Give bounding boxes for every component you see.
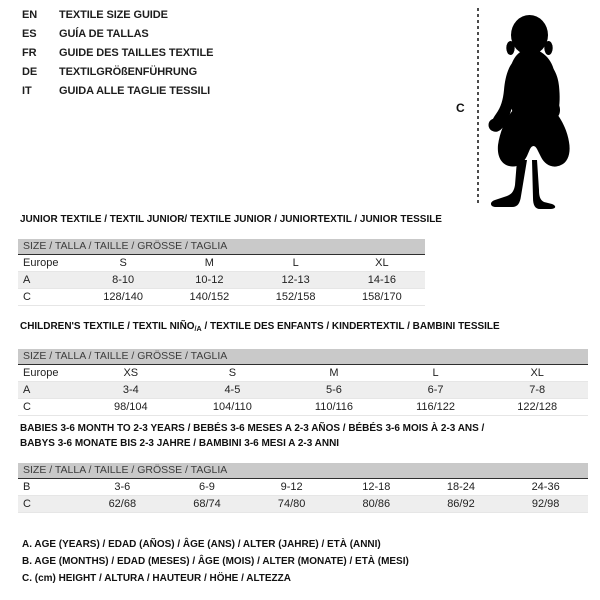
childrens-table-title bbox=[20, 319, 560, 336]
title-text: CHILDREN'S TEXTILE / TEXTIL NIÑO bbox=[20, 320, 195, 332]
cell: 116/122 bbox=[416, 401, 456, 413]
row-label-cell: C bbox=[23, 291, 31, 303]
legend-footnotes bbox=[22, 536, 429, 587]
size-header-bar: SIZE / TALLA / TAILLE / GRÖSSE / TAGLIA bbox=[18, 239, 425, 255]
title-text: / TEXTILE DES ENFANTS / KINDERTEXTIL / BAMBINI TESSILE bbox=[201, 320, 500, 332]
cell: 6-9 bbox=[199, 481, 215, 493]
table-row-height bbox=[18, 496, 588, 513]
cell: 86/92 bbox=[447, 498, 475, 510]
table-row-europe bbox=[18, 255, 425, 272]
lang-row-es bbox=[22, 25, 213, 44]
size-header-bar: SIZE / TALLA / TAILLE / GRÖSSE / TAGLIA bbox=[18, 463, 588, 479]
lang-code: DE bbox=[22, 66, 38, 78]
row-label-cell: B bbox=[23, 481, 31, 493]
cell: 4-5 bbox=[224, 384, 241, 396]
table-row-months bbox=[18, 479, 588, 496]
title-line-2: BABYS 3-6 MONATE BIS 2-3 JAHRE / BAMBINI 3-6 MESI A 2-3 ANNI bbox=[20, 437, 340, 449]
cell: 68/74 bbox=[193, 498, 221, 510]
size-header-bar: SIZE / TALLA / TAILLE / GRÖSSE / TAGLIA bbox=[18, 349, 588, 365]
cell: 80/86 bbox=[362, 498, 391, 510]
cell: XS bbox=[123, 367, 139, 379]
childrens-size-table bbox=[18, 365, 588, 416]
lang-title: GUÍA DE TALLAS bbox=[59, 28, 149, 40]
lang-title: TEXTILE SIZE GUIDE bbox=[59, 9, 168, 21]
cell: 74/80 bbox=[277, 498, 306, 510]
junior-size-table bbox=[18, 255, 425, 306]
cell: 110/116 bbox=[314, 401, 354, 413]
cell: L bbox=[432, 367, 439, 379]
footnote-c: C. (cm) HEIGHT / ALTURA / HAUTEUR / HÖHE / ALTEZZA bbox=[22, 572, 291, 584]
language-title-block bbox=[22, 6, 213, 101]
cell: 62/68 bbox=[108, 498, 137, 510]
babies-textile-section bbox=[18, 421, 588, 513]
lang-title: GUIDE DES TAILLES TEXTILE bbox=[59, 47, 214, 59]
title-subscript: /A bbox=[194, 324, 202, 333]
footnote-b: B. AGE (MONTHS) / EDAD (MESES) / ÂGE (MOIS) / ALTER (MONATE) / ETÀ (MESI) bbox=[22, 555, 409, 567]
table-row-height bbox=[18, 289, 425, 306]
row-label-cell: C bbox=[23, 401, 31, 413]
cell: 158/170 bbox=[361, 291, 402, 303]
row-label-cell: Europe bbox=[23, 367, 59, 379]
cell: 10-12 bbox=[195, 274, 224, 286]
lang-row-en bbox=[22, 6, 213, 25]
lang-row-de bbox=[22, 63, 213, 82]
cell: L bbox=[292, 257, 299, 269]
cell: 128/140 bbox=[103, 291, 143, 303]
lang-title: GUIDA ALLE TAGLIE TESSILI bbox=[59, 85, 211, 97]
cell: 3-4 bbox=[122, 384, 139, 396]
title-line-1: BABIES 3-6 MONTH TO 2-3 YEARS / BEBÉS 3-6 MESES A 2-3 AÑOS / BÉBÉS 3-6 MOIS À 2-3 ANS / bbox=[20, 422, 485, 434]
lang-code: IT bbox=[22, 85, 32, 97]
cell: XL bbox=[530, 367, 544, 379]
row-label-cell: A bbox=[23, 274, 31, 286]
cell: M bbox=[329, 367, 339, 379]
lang-code: EN bbox=[22, 9, 38, 21]
cell: XL bbox=[375, 257, 389, 269]
babies-table-title bbox=[20, 421, 560, 451]
lang-row-it bbox=[22, 82, 213, 101]
cell: 104/110 bbox=[212, 401, 252, 413]
cell: 152/158 bbox=[275, 291, 316, 303]
table-row-age bbox=[18, 272, 425, 289]
cell: 6-7 bbox=[427, 384, 444, 396]
lang-code: FR bbox=[22, 47, 37, 59]
cell: 98/104 bbox=[113, 401, 148, 413]
cell: 7-8 bbox=[529, 384, 546, 396]
cell: 8-10 bbox=[112, 274, 135, 286]
cell: 12-13 bbox=[281, 274, 310, 286]
cell: M bbox=[204, 257, 214, 269]
table-row-europe bbox=[18, 365, 588, 382]
cell: 140/152 bbox=[189, 291, 230, 303]
height-dashed-line bbox=[477, 8, 479, 206]
cell: 12-18 bbox=[362, 481, 391, 493]
lang-row-fr bbox=[22, 44, 213, 63]
cell: 122/128 bbox=[517, 401, 558, 413]
row-label-cell: A bbox=[23, 384, 31, 396]
cell: S bbox=[228, 367, 237, 379]
lang-title: TEXTILGRÖßENFÜHRUNG bbox=[59, 66, 198, 78]
junior-table-title: JUNIOR TEXTILE / TEXTIL JUNIOR/ TEXTILE JUNIOR / JUNIORTEXTIL / JUNIOR TESSILE bbox=[20, 213, 442, 225]
height-measure-label: C bbox=[456, 101, 465, 115]
row-label-cell: C bbox=[23, 498, 31, 510]
childrens-textile-section bbox=[18, 319, 588, 416]
footnote-a: A. AGE (YEARS) / EDAD (AÑOS) / ÂGE (ANS) / ALTER (JAHRE) / ETÀ (ANNI) bbox=[22, 538, 381, 550]
cell: 3-6 bbox=[114, 481, 131, 493]
table-row-age bbox=[18, 382, 588, 399]
babies-size-table bbox=[18, 479, 588, 513]
lang-code: ES bbox=[22, 28, 37, 40]
junior-textile-section bbox=[18, 212, 442, 306]
cell: 14-16 bbox=[367, 274, 396, 286]
table-row-height bbox=[18, 399, 588, 416]
baby-silhouette-figure bbox=[483, 4, 600, 210]
cell: 92/98 bbox=[531, 498, 560, 510]
cell: 9-12 bbox=[280, 481, 303, 493]
cell: 5-6 bbox=[326, 384, 342, 396]
cell: 18-24 bbox=[446, 481, 476, 493]
row-label-cell: Europe bbox=[23, 257, 59, 269]
cell: 24-36 bbox=[531, 481, 560, 493]
cell: S bbox=[119, 257, 127, 269]
